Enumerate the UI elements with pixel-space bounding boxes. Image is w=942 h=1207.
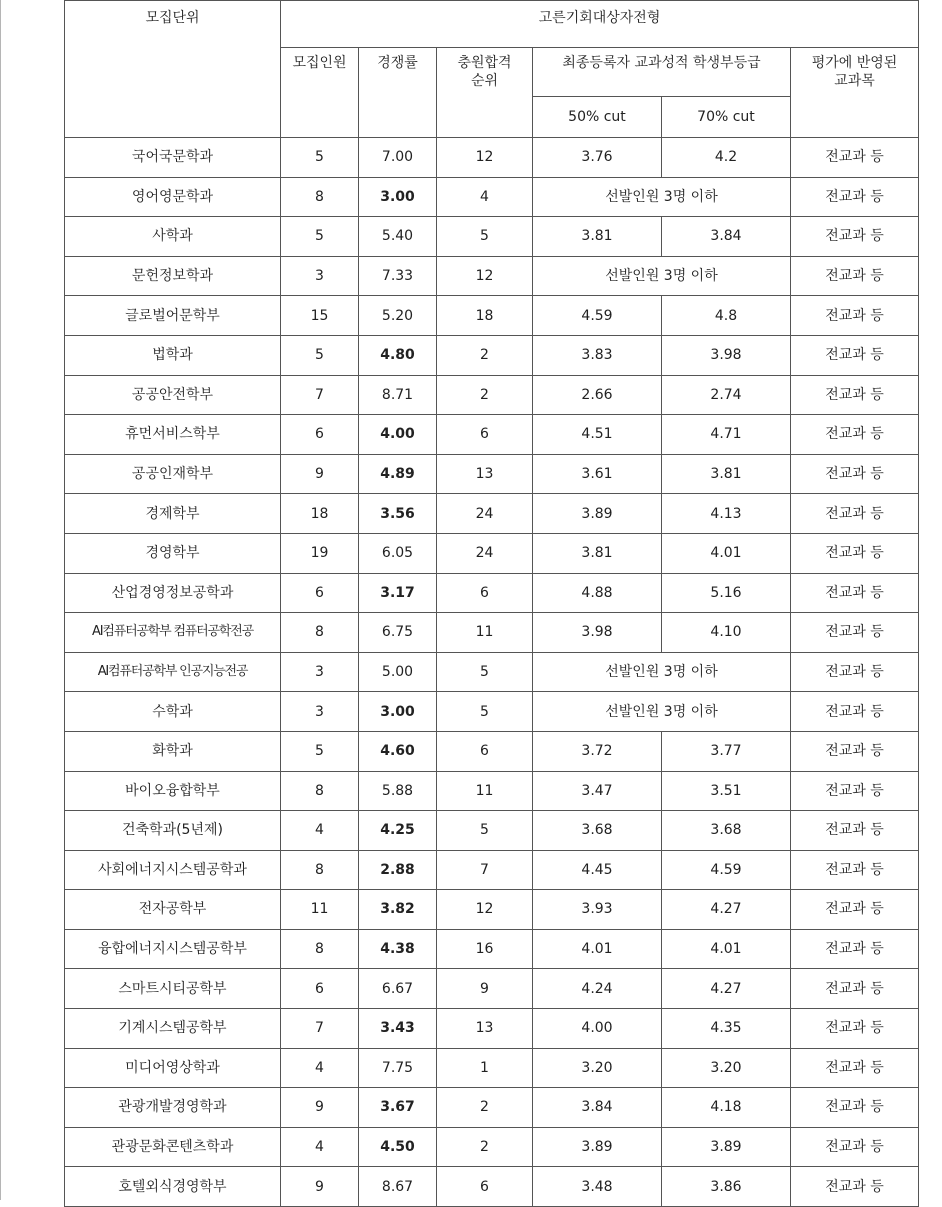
cut70-cell: 3.89 [662, 1127, 791, 1167]
waitlist-cell: 4 [437, 177, 533, 217]
cut50-cell: 3.89 [533, 494, 662, 534]
waitlist-cell: 7 [437, 850, 533, 890]
competition-cell: 5.20 [359, 296, 437, 336]
table-row [65, 692, 919, 732]
dept-cell: 호텔외식경영학부 [65, 1167, 281, 1207]
dept-cell: 스마트시티공학부 [65, 969, 281, 1009]
cut70-cell: 3.81 [662, 454, 791, 494]
cut70-cell: 4.2 [662, 138, 791, 178]
dept-cell: 경영학부 [65, 533, 281, 573]
dept-cell: 법학과 [65, 335, 281, 375]
cut70-cell: 4.18 [662, 1088, 791, 1128]
header-quota: 모집인원 [281, 48, 359, 138]
header-track: 고른기회대상자전형 [281, 1, 919, 48]
subjects-cell: 전교과 등 [791, 613, 919, 653]
table-row [65, 1048, 919, 1088]
quota-cell: 8 [281, 771, 359, 811]
quota-cell: 11 [281, 890, 359, 930]
cut50-cell: 3.68 [533, 811, 662, 851]
competition-cell: 8.67 [359, 1167, 437, 1207]
competition-cell: 4.00 [359, 415, 437, 455]
competition-cell: 3.43 [359, 1009, 437, 1049]
dept-cell: 관광개발경영학과 [65, 1088, 281, 1128]
quota-cell: 4 [281, 811, 359, 851]
quota-cell: 3 [281, 256, 359, 296]
subjects-cell: 전교과 등 [791, 138, 919, 178]
subjects-cell: 전교과 등 [791, 415, 919, 455]
waitlist-cell: 13 [437, 1009, 533, 1049]
table-row [65, 296, 919, 336]
waitlist-cell: 1 [437, 1048, 533, 1088]
waitlist-cell: 13 [437, 454, 533, 494]
dept-cell: AI컴퓨터공학부 컴퓨터공학전공 [65, 613, 281, 653]
dept-cell: 사회에너지시스템공학과 [65, 850, 281, 890]
table-row [65, 929, 919, 969]
competition-cell: 6.05 [359, 533, 437, 573]
cut50-cell: 3.93 [533, 890, 662, 930]
cut70-cell: 4.27 [662, 969, 791, 1009]
competition-cell: 6.75 [359, 613, 437, 653]
subjects-cell: 전교과 등 [791, 850, 919, 890]
cut50-cell: 3.47 [533, 771, 662, 811]
table-row [65, 731, 919, 771]
quota-cell: 19 [281, 533, 359, 573]
waitlist-cell: 11 [437, 771, 533, 811]
cut70-cell: 3.20 [662, 1048, 791, 1088]
dept-cell: 사학과 [65, 217, 281, 257]
competition-cell: 5.40 [359, 217, 437, 257]
waitlist-cell: 5 [437, 692, 533, 732]
header-cut70: 70% cut [662, 97, 791, 138]
subjects-cell: 전교과 등 [791, 256, 919, 296]
quota-cell: 6 [281, 415, 359, 455]
competition-cell: 7.33 [359, 256, 437, 296]
waitlist-cell: 12 [437, 138, 533, 178]
table-row [65, 1167, 919, 1207]
waitlist-cell: 6 [437, 1167, 533, 1207]
cut70-cell: 4.01 [662, 929, 791, 969]
dept-cell: 융합에너지시스템공학부 [65, 929, 281, 969]
cut50-cell: 3.76 [533, 138, 662, 178]
waitlist-cell: 2 [437, 1088, 533, 1128]
table-row [65, 890, 919, 930]
cut70-cell: 5.16 [662, 573, 791, 613]
header-waitlist: 충원합격 순위 [437, 48, 533, 138]
cut50-cell: 3.72 [533, 731, 662, 771]
quota-cell: 4 [281, 1048, 359, 1088]
cut70-cell: 3.98 [662, 335, 791, 375]
table-row [65, 1009, 919, 1049]
subjects-cell: 전교과 등 [791, 1167, 919, 1207]
subjects-cell: 전교과 등 [791, 573, 919, 613]
dept-cell: 휴먼서비스학부 [65, 415, 281, 455]
header-unit: 모집단위 [65, 1, 281, 138]
cut50-cell: 4.88 [533, 573, 662, 613]
admission-results-table [64, 0, 919, 1207]
subjects-cell: 전교과 등 [791, 296, 919, 336]
quota-cell: 5 [281, 335, 359, 375]
dept-cell: 전자공학부 [65, 890, 281, 930]
dept-cell: 영어영문학과 [65, 177, 281, 217]
quota-cell: 8 [281, 929, 359, 969]
waitlist-cell: 5 [437, 652, 533, 692]
quota-cell: 9 [281, 454, 359, 494]
table-row [65, 613, 919, 653]
competition-cell: 2.88 [359, 850, 437, 890]
table-row [65, 771, 919, 811]
cut50-cell: 3.83 [533, 335, 662, 375]
subjects-cell: 전교과 등 [791, 177, 919, 217]
header-row-1 [65, 1, 919, 48]
table-row [65, 454, 919, 494]
cut70-cell: 3.77 [662, 731, 791, 771]
competition-cell: 4.25 [359, 811, 437, 851]
quota-cell: 7 [281, 375, 359, 415]
quota-cell: 5 [281, 731, 359, 771]
dept-cell: 미디어영상학과 [65, 1048, 281, 1088]
subjects-cell: 전교과 등 [791, 217, 919, 257]
cut50-cell: 4.45 [533, 850, 662, 890]
waitlist-cell: 5 [437, 811, 533, 851]
cut50-cell: 3.61 [533, 454, 662, 494]
quota-cell: 6 [281, 969, 359, 1009]
subjects-cell: 전교과 등 [791, 1088, 919, 1128]
cut50-cell: 4.00 [533, 1009, 662, 1049]
subjects-cell: 전교과 등 [791, 731, 919, 771]
subjects-cell: 전교과 등 [791, 771, 919, 811]
cut70-cell: 3.51 [662, 771, 791, 811]
cut70-cell: 4.27 [662, 890, 791, 930]
cut50-cell: 3.48 [533, 1167, 662, 1207]
dept-cell: 기계시스템공학부 [65, 1009, 281, 1049]
dept-cell: 공공안전학부 [65, 375, 281, 415]
table-row [65, 177, 919, 217]
cut50-cell: 3.81 [533, 217, 662, 257]
quota-cell: 18 [281, 494, 359, 534]
subjects-cell: 전교과 등 [791, 969, 919, 1009]
header-subjects: 평가에 반영된 교과목 [791, 48, 919, 138]
table-row [65, 138, 919, 178]
cut70-cell: 2.74 [662, 375, 791, 415]
table-row [65, 256, 919, 296]
quota-cell: 4 [281, 1127, 359, 1167]
grade-merged-cell: 선발인원 3명 이하 [533, 652, 791, 692]
waitlist-cell: 12 [437, 890, 533, 930]
dept-cell: 화학과 [65, 731, 281, 771]
quota-cell: 8 [281, 613, 359, 653]
competition-cell: 3.00 [359, 692, 437, 732]
dept-cell: AI컴퓨터공학부 인공지능전공 [65, 652, 281, 692]
cut70-cell: 3.84 [662, 217, 791, 257]
cut70-cell: 3.86 [662, 1167, 791, 1207]
grade-merged-cell: 선발인원 3명 이하 [533, 177, 791, 217]
cut50-cell: 3.98 [533, 613, 662, 653]
subjects-cell: 전교과 등 [791, 1009, 919, 1049]
subjects-cell: 전교과 등 [791, 652, 919, 692]
cut50-cell: 2.66 [533, 375, 662, 415]
table-row [65, 217, 919, 257]
quota-cell: 9 [281, 1167, 359, 1207]
competition-cell: 3.67 [359, 1088, 437, 1128]
grade-merged-cell: 선발인원 3명 이하 [533, 256, 791, 296]
dept-cell: 바이오융합학부 [65, 771, 281, 811]
waitlist-cell: 24 [437, 494, 533, 534]
dept-cell: 국어국문학과 [65, 138, 281, 178]
quota-cell: 5 [281, 138, 359, 178]
left-edge-line [0, 0, 1, 1200]
header-cut50: 50% cut [533, 97, 662, 138]
cut50-cell: 4.59 [533, 296, 662, 336]
cut50-cell: 3.84 [533, 1088, 662, 1128]
competition-cell: 5.00 [359, 652, 437, 692]
header-grade: 최종등록자 교과성적 학생부등급 [533, 48, 791, 97]
competition-cell: 3.56 [359, 494, 437, 534]
competition-cell: 4.80 [359, 335, 437, 375]
competition-cell: 4.60 [359, 731, 437, 771]
competition-cell: 5.88 [359, 771, 437, 811]
dept-cell: 문헌정보학과 [65, 256, 281, 296]
dept-cell: 글로벌어문학부 [65, 296, 281, 336]
quota-cell: 8 [281, 850, 359, 890]
subjects-cell: 전교과 등 [791, 811, 919, 851]
competition-cell: 8.71 [359, 375, 437, 415]
table-row [65, 494, 919, 534]
quota-cell: 8 [281, 177, 359, 217]
dept-cell: 경제학부 [65, 494, 281, 534]
table-row [65, 1088, 919, 1128]
dept-cell: 건축학과(5년제) [65, 811, 281, 851]
waitlist-cell: 6 [437, 573, 533, 613]
table-row [65, 652, 919, 692]
waitlist-cell: 6 [437, 415, 533, 455]
dept-cell: 공공인재학부 [65, 454, 281, 494]
table-row [65, 415, 919, 455]
waitlist-cell: 16 [437, 929, 533, 969]
competition-cell: 4.89 [359, 454, 437, 494]
competition-cell: 7.75 [359, 1048, 437, 1088]
subjects-cell: 전교과 등 [791, 533, 919, 573]
waitlist-cell: 11 [437, 613, 533, 653]
table-row [65, 1127, 919, 1167]
quota-cell: 3 [281, 692, 359, 732]
quota-cell: 15 [281, 296, 359, 336]
waitlist-cell: 5 [437, 217, 533, 257]
subjects-cell: 전교과 등 [791, 335, 919, 375]
quota-cell: 9 [281, 1088, 359, 1128]
waitlist-cell: 6 [437, 731, 533, 771]
table-row [65, 533, 919, 573]
dept-cell: 산업경영정보공학과 [65, 573, 281, 613]
competition-cell: 3.17 [359, 573, 437, 613]
table-row [65, 375, 919, 415]
waitlist-cell: 9 [437, 969, 533, 1009]
quota-cell: 5 [281, 217, 359, 257]
competition-cell: 4.38 [359, 929, 437, 969]
subjects-cell: 전교과 등 [791, 454, 919, 494]
dept-cell: 수학과 [65, 692, 281, 732]
competition-cell: 7.00 [359, 138, 437, 178]
waitlist-cell: 2 [437, 335, 533, 375]
subjects-cell: 전교과 등 [791, 890, 919, 930]
competition-cell: 6.67 [359, 969, 437, 1009]
table-row [65, 573, 919, 613]
cut70-cell: 4.8 [662, 296, 791, 336]
cut70-cell: 3.68 [662, 811, 791, 851]
waitlist-cell: 2 [437, 1127, 533, 1167]
dept-cell: 관광문화콘텐츠학과 [65, 1127, 281, 1167]
competition-cell: 4.50 [359, 1127, 437, 1167]
header-competition: 경쟁률 [359, 48, 437, 138]
table-row [65, 335, 919, 375]
cut70-cell: 4.71 [662, 415, 791, 455]
quota-cell: 7 [281, 1009, 359, 1049]
table-row [65, 850, 919, 890]
competition-cell: 3.82 [359, 890, 437, 930]
waitlist-cell: 2 [437, 375, 533, 415]
competition-cell: 3.00 [359, 177, 437, 217]
subjects-cell: 전교과 등 [791, 1048, 919, 1088]
cut70-cell: 4.35 [662, 1009, 791, 1049]
cut50-cell: 4.24 [533, 969, 662, 1009]
subjects-cell: 전교과 등 [791, 929, 919, 969]
waitlist-cell: 24 [437, 533, 533, 573]
grade-merged-cell: 선발인원 3명 이하 [533, 692, 791, 732]
subjects-cell: 전교과 등 [791, 494, 919, 534]
waitlist-cell: 12 [437, 256, 533, 296]
subjects-cell: 전교과 등 [791, 375, 919, 415]
cut70-cell: 4.01 [662, 533, 791, 573]
cut50-cell: 3.20 [533, 1048, 662, 1088]
cut50-cell: 4.01 [533, 929, 662, 969]
subjects-cell: 전교과 등 [791, 692, 919, 732]
table-row [65, 811, 919, 851]
cut70-cell: 4.59 [662, 850, 791, 890]
waitlist-cell: 18 [437, 296, 533, 336]
quota-cell: 3 [281, 652, 359, 692]
table-row [65, 969, 919, 1009]
cut50-cell: 3.89 [533, 1127, 662, 1167]
quota-cell: 6 [281, 573, 359, 613]
subjects-cell: 전교과 등 [791, 1127, 919, 1167]
cut50-cell: 3.81 [533, 533, 662, 573]
cut70-cell: 4.10 [662, 613, 791, 653]
cut70-cell: 4.13 [662, 494, 791, 534]
cut50-cell: 4.51 [533, 415, 662, 455]
